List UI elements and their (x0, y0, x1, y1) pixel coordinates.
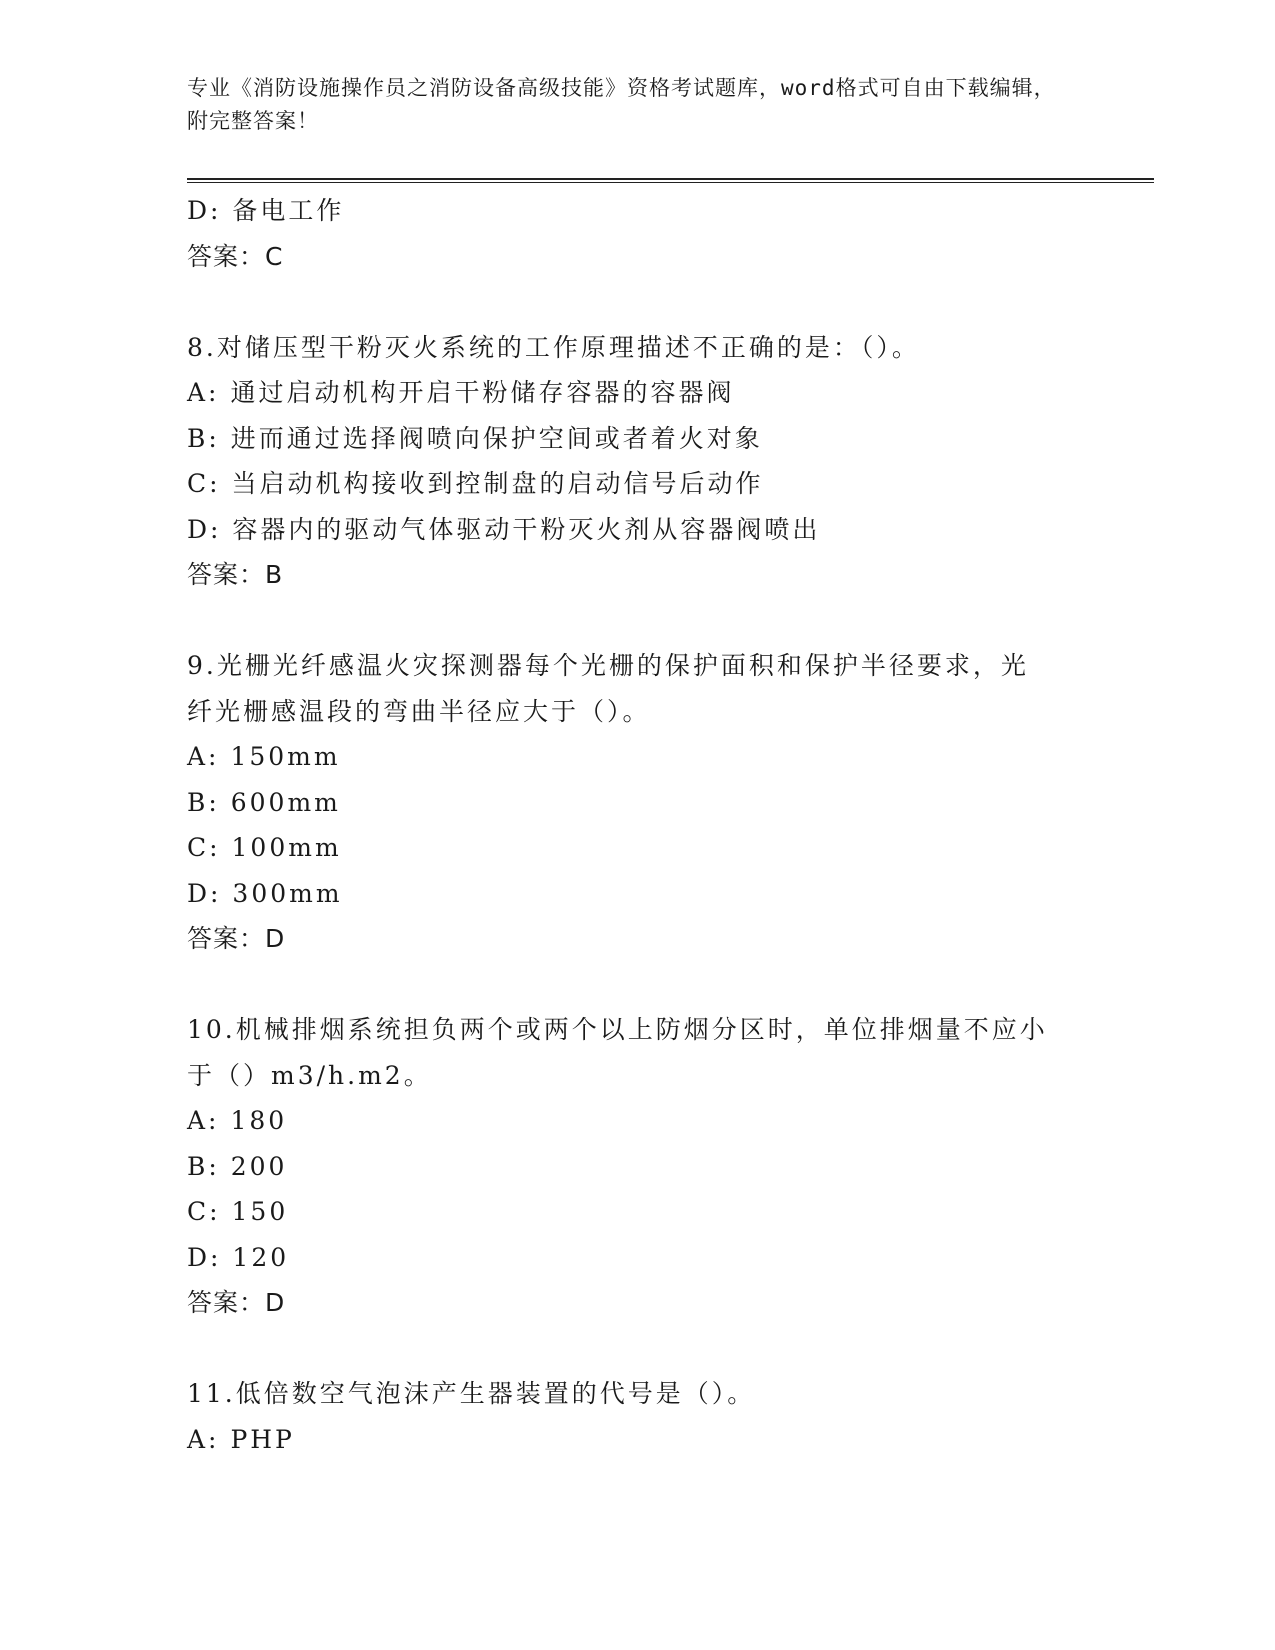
option-label: A: (187, 378, 220, 407)
spacer (187, 279, 1087, 325)
question-content (187, 188, 1087, 1462)
question-stem (187, 325, 1087, 371)
option-text: 150mm (230, 742, 341, 771)
question-9 (187, 643, 1087, 962)
header-divider (187, 178, 1154, 183)
option-text: 备电工作 (232, 196, 345, 225)
question-text: 机械排烟系统担负两个或两个以上防烟分区时，单位排烟量不应小于（）m3/h.m2。 (187, 1015, 1048, 1090)
option-label: C: (187, 469, 221, 498)
option-text: 100mm (231, 833, 342, 862)
option-text: 通过启动机构开启干粉储存容器的容器阀 (230, 378, 735, 407)
question-number: 8. (187, 332, 217, 362)
option-line (187, 825, 1087, 871)
option-label: B: (187, 423, 220, 453)
option-line (187, 416, 1087, 462)
option-text: 600mm (230, 787, 341, 817)
option-label: C: (187, 833, 221, 862)
question-10 (187, 1007, 1087, 1326)
option-label: B: (187, 1151, 220, 1181)
spacer (187, 598, 1087, 644)
option-line (187, 1417, 1087, 1463)
option-line (187, 1235, 1087, 1281)
question-text: 光栅光纤感温火灾探测器每个光栅的保护面积和保护半径要求，光纤光栅感温段的弯曲半径应大于（）。 (187, 651, 1029, 726)
option-text: PHP (230, 1424, 295, 1454)
option-label: D: (187, 1242, 222, 1272)
question-stem (187, 1007, 1057, 1098)
option-line (187, 188, 1087, 234)
option-line (187, 780, 1087, 826)
question-text: 对储压型干粉灭火系统的工作原理描述不正确的是：（）。 (216, 332, 920, 362)
option-label: C: (187, 1197, 221, 1226)
option-label: D: (187, 878, 222, 908)
option-text: 容器内的驱动气体驱动干粉灭火剂从容器阀喷出 (232, 514, 821, 544)
answer-line: 答案：B (187, 560, 284, 589)
question-stem (187, 643, 1037, 734)
option-line (187, 370, 1087, 416)
option-text: 120 (232, 1242, 290, 1272)
spacer (187, 1326, 1087, 1372)
option-label: A: (187, 1106, 220, 1135)
header-title: 专业《消防设施操作员之消防设备高级技能》资格考试题库，word格式可自由下载编辑，附完整答案！ (187, 76, 1056, 133)
answer-line: 答案：C (187, 241, 284, 271)
question-text: 低倍数空气泡沫产生器装置的代号是（）。 (235, 1379, 756, 1408)
option-text: 进而通过选择阀喷向保护空间或者着火对象 (230, 423, 763, 453)
option-label: D: (187, 514, 222, 544)
answer-line: 答案：D (187, 1288, 286, 1317)
option-line (187, 871, 1087, 917)
option-text: 当启动机构接收到控制盘的启动信号后动作 (231, 469, 764, 498)
page-header (187, 72, 1067, 138)
option-label: A: (187, 742, 220, 771)
question-number: 10. (187, 1015, 236, 1044)
question-8 (187, 325, 1087, 598)
question-stem (187, 1371, 1087, 1417)
option-line (187, 1098, 1087, 1144)
option-line (187, 507, 1087, 553)
prev-question-tail (187, 188, 1087, 279)
option-label: D: (187, 196, 222, 225)
option-label: B: (187, 787, 220, 817)
option-line (187, 734, 1087, 780)
question-number: 9. (187, 651, 217, 680)
option-line (187, 461, 1087, 507)
question-11 (187, 1371, 1087, 1462)
answer-line: 答案：D (187, 924, 286, 953)
option-line (187, 1189, 1087, 1235)
question-number: 11. (187, 1379, 236, 1408)
spacer (187, 962, 1087, 1008)
option-text: 150 (231, 1197, 289, 1226)
option-text: 200 (230, 1151, 288, 1181)
option-line (187, 1144, 1087, 1190)
option-label: A: (187, 1424, 220, 1454)
option-text: 180 (230, 1106, 288, 1135)
option-text: 300mm (232, 878, 343, 908)
